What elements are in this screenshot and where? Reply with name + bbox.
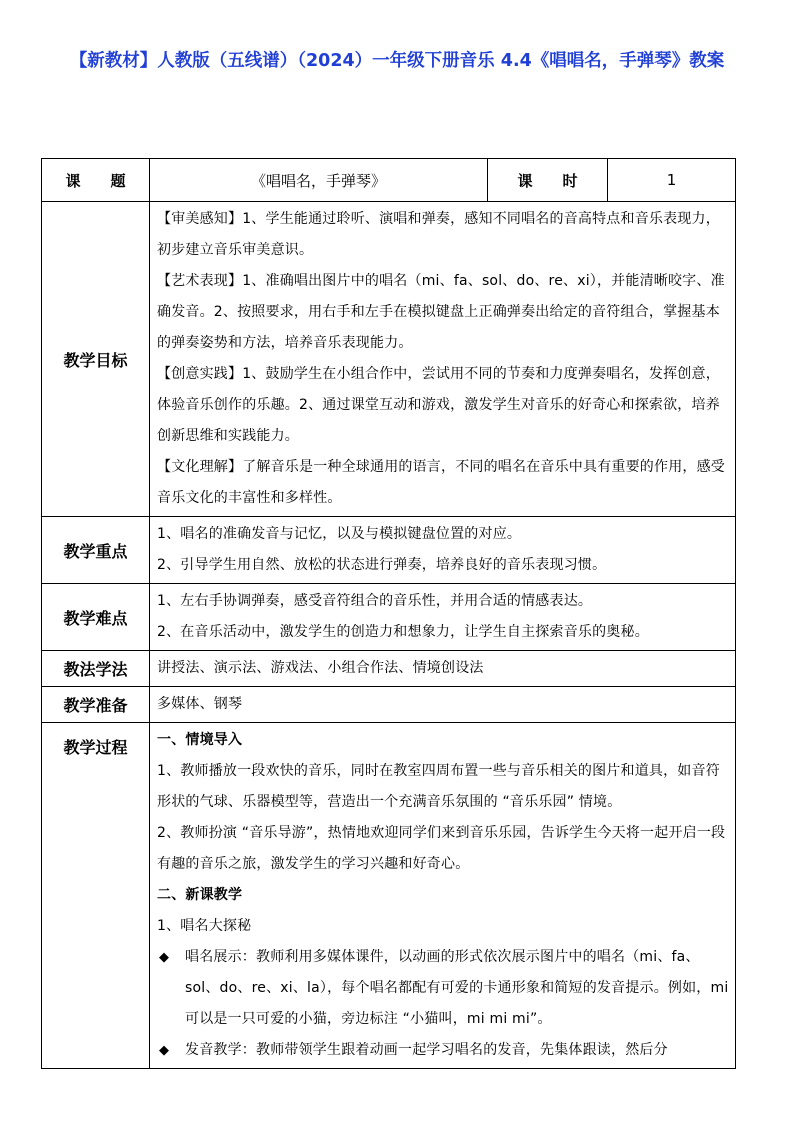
key-points-label: 教学重点 [42, 517, 150, 584]
topic-label: 课 题 [42, 159, 150, 202]
methods-row [42, 651, 736, 687]
topic-value: 《唱唱名，手弹琴》 [150, 159, 488, 202]
methods-content: 讲授法、演示法、游戏法、小组合作法、情境创设法 [150, 651, 736, 687]
preparation-content: 多媒体、钢琴 [150, 687, 736, 723]
objective-cultural: 【文化理解】了解音乐是一种全球通用的语言，不同的唱名在音乐中具有重要的作用，感受音乐文化的丰富性和多样性。 [157, 459, 725, 506]
bullet-text: 唱名展示：教师利用多媒体课件，以动画的形式依次展示图片中的唱名（mi、fa、sol、do、re、xi、la），每个唱名都配有可爱的卡通形象和简短的发音提示。例如，mi 可以是一只可爱的小猫，旁边标注 “小猫叫，mi mi mi”。 [185, 949, 729, 1027]
section-title-new-lesson: 二、新课教学 [157, 887, 243, 903]
bullet-item-pronunciation [157, 1035, 729, 1066]
difficulties-row [42, 584, 736, 651]
process-content [150, 723, 736, 1069]
key-point-line: 1、唱名的准确发音与记忆，以及与模拟键盘位置的对应。 [157, 526, 522, 542]
preparation-label: 教学准备 [42, 687, 150, 723]
section-title-intro: 一、情境导入 [157, 732, 243, 748]
objectives-content [150, 202, 736, 517]
difficulty-line: 1、左右手协调弹奏，感受音符组合的音乐性，并用合适的情感表达。 [157, 593, 593, 609]
document-title: 【新教材】人教版（五线谱）（2024）一年级下册音乐 4.4《唱唱名，手弹琴》教案 [69, 51, 725, 71]
subsection-title: 1、唱名大探秘 [157, 918, 252, 934]
objectives-label: 教学目标 [42, 202, 150, 517]
header-row [42, 159, 736, 202]
bullet-text: 发音教学：教师带领学生跟着动画一起学习唱名的发音，先集体跟读，然后分 [185, 1042, 668, 1058]
preparation-row [42, 687, 736, 723]
hours-value: 1 [608, 159, 736, 202]
lesson-plan-table [41, 158, 736, 1069]
process-label: 教学过程 [42, 723, 150, 1069]
difficulties-content [150, 584, 736, 651]
difficulty-line: 2、在音乐活动中，激发学生的创造力和想象力，让学生自主探索音乐的奥秘。 [157, 624, 649, 640]
diamond-bullet-icon: ◆ [159, 1043, 170, 1058]
methods-label: 教法学法 [42, 651, 150, 687]
hours-label: 课 时 [488, 159, 608, 202]
intro-paragraph-2: 2、教师扮演 “音乐导游”，热情地欢迎同学们来到音乐乐园，告诉学生今天将一起开启一段有趣的音乐之旅，激发学生的学习兴趣和好奇心。 [157, 825, 726, 872]
objective-artistic: 【艺术表现】1、准确唱出图片中的唱名（mi、fa、sol、do、re、xi），并能清晰咬字、准确发音。2、按照要求，用右手和左手在模拟键盘上正确弹奏出给定的音符组合，掌握基本的弹奏姿势和方法，培养音乐表现能力。 [157, 273, 725, 351]
objective-aesthetic: 【审美感知】1、学生能通过聆听、演唱和弹奏，感知不同唱名的音高特点和音乐表现力，初步建立音乐审美意识。 [157, 211, 720, 258]
bullet-item-display [157, 942, 729, 1035]
key-point-line: 2、引导学生用自然、放松的状态进行弹奏，培养良好的音乐表现习惯。 [157, 557, 607, 573]
intro-paragraph-1: 1、教师播放一段欢快的音乐，同时在教室四周布置一些与音乐相关的图片和道具，如音符形状的气球、乐器模型等，营造出一个充满音乐氛围的 “音乐乐园” 情境。 [157, 763, 720, 810]
diamond-bullet-icon: ◆ [159, 950, 170, 965]
key-points-content [150, 517, 736, 584]
key-points-row [42, 517, 736, 584]
difficulties-label: 教学难点 [42, 584, 150, 651]
objective-creative: 【创意实践】1、鼓励学生在小组合作中，尝试用不同的节奏和力度弹奏唱名，发挥创意，体验音乐创作的乐趣。2、通过课堂互动和游戏，激发学生对音乐的好奇心和探索欲，培养创新思维和实践能力。 [157, 366, 720, 444]
process-row [42, 723, 736, 1069]
objectives-row [42, 202, 736, 517]
